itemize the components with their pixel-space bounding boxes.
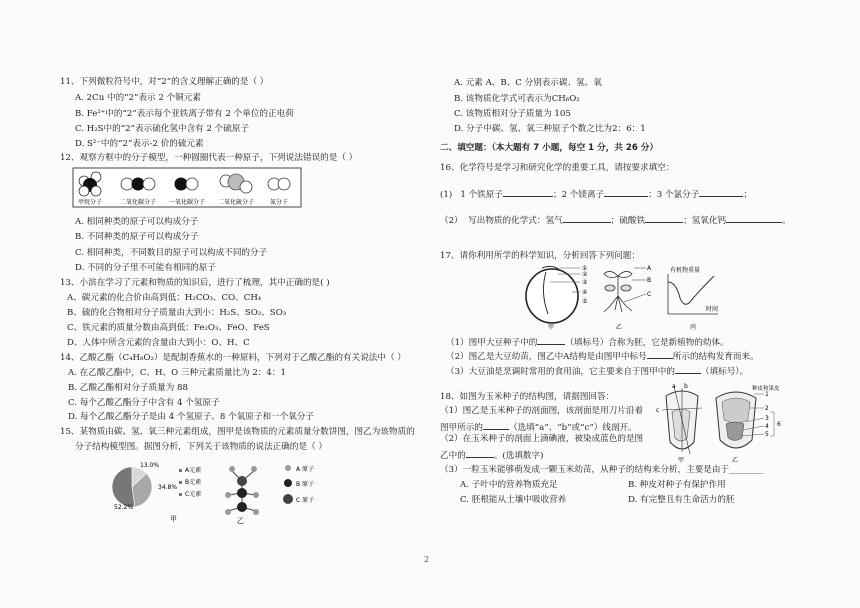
q12-option-b: B. 不同种类的原子可以构成分子 [75,232,199,242]
legend-atom-c-icon [283,494,293,504]
section-fill-in-title: 二、填空题：（本大题有 7 小题，每空 1 分，共 26 分） [440,143,659,153]
caption-jia: 甲 [170,515,177,523]
answer-blank[interactable] [675,364,701,374]
page-number: 2 [424,555,430,564]
q14-option-c: C. 每个乙酸乙酯分子中含有 4 个氢原子 [68,398,220,408]
q13-option-a: A、碳元素的化合价由高到低：H₂CO₃、CO、CH₄ [67,293,262,303]
answer-blank[interactable] [563,213,611,223]
seedling-label-b: B [647,277,652,284]
carbon-dioxide-molecule-icon [121,178,155,191]
q16-part2-label: （2） [440,216,463,226]
legend-atom-a-icon [285,465,291,471]
legend-b: B元素 [185,479,202,486]
pie-label-13: 13.0% [140,462,160,469]
legend-marker-a [179,469,182,472]
seedling-label-c: C [647,291,652,298]
q18-caption-yi: 乙 [732,457,739,464]
q15-stem: 15、某物质由碳、氢、氧三种元素组成，图甲是该物质的元素质量分数饼图，图乙为该物质的 [60,427,415,437]
legend-atom-b-icon [284,479,292,487]
q18-caption-jia: 甲 [678,457,685,464]
q17-q3-suffix: （填标号）。 [700,367,749,377]
pie-label-52: 52.2% [114,504,134,511]
pie-label-34: 34.8% [158,484,178,491]
answer-blank[interactable] [604,187,648,197]
q17-q1-suffix: （填标号）合称为胚，它是新植物的幼体。 [565,338,729,348]
section-label-2: 2 [765,405,769,412]
answer-blank[interactable] [466,448,494,458]
q16-prompt-hydrogen: 写出物质的化学式：氢气 [468,216,563,226]
element-mass-pie-chart [112,467,152,507]
model-label-co: 一氧化碳分子 [168,199,206,206]
q15-figure [100,457,340,525]
atom-legend-c: C 原子 [296,497,315,504]
soybean-seed-diagram-icon [526,266,580,323]
atom-b-icon [237,488,247,498]
seed-label-4: ④ [582,289,588,296]
q18-q2-prompt: 乙中的 [440,451,466,461]
model-label-n2: 氮分子 [269,199,289,206]
q18-q1-prompt: 图甲所示的 [440,423,483,433]
corn-line-a: a [672,383,676,390]
section-label-1: 1 [765,391,769,398]
q16-line1 [440,187,752,201]
q17-stem: 17、请你利用所学的科学知识，分析回答下列问题： [440,251,640,261]
q16-separator: ； [743,190,752,200]
atom-c-icon [237,476,247,486]
q18-line4 [440,448,543,462]
q13-option-c: C、铁元素的质量分数由高到低：Fe₂O₃、FeO、FeS [67,323,270,333]
q18-line5: （3）一粒玉米能够萌发成一颗玉米幼苗，从种子的结构来分析，主要是由于________ [440,465,764,475]
q18-option-b: B. 种皮对种子有保护作用 [628,480,726,490]
seed-label-5: ⑤ [582,298,588,305]
section-label-4: 4 [765,423,769,430]
graph-x-label: 时间 [706,306,719,313]
q15-stem-line2: 分子结构模型图。据图分析，下列关于该物质的说法正确的是（ ） [75,442,327,452]
atom-a-icon [225,509,231,515]
graph-title: 有机物重量 [670,267,701,274]
q15-option-b: B. 该物质化学式可表示为CH₆O₂ [454,94,580,104]
atom-legend-a: A 原子 [296,466,315,473]
answer-blank[interactable] [645,213,683,223]
section-label-3: 3 [765,415,769,422]
answer-blank[interactable] [503,187,553,197]
q18-option-c: C. 胚根能从土壤中吸收营养 [460,495,567,505]
seed-label-1: ① [582,265,588,272]
atom-a-icon [251,466,257,472]
q17-q3-prompt: （3）大豆油是烹调时常用的食用油，它主要来自于图甲中的 [446,367,675,377]
q11-option-a: A. 2Cu 中的“2”表示 2 个铜元素 [75,93,201,103]
q18-option-d: D. 有完整且有生命活力的胚 [628,495,735,505]
legend-c: C元素 [185,491,202,498]
atom-a-icon [225,492,231,498]
answer-blank[interactable] [537,335,565,345]
q11-option-c: C. H₂S中的“2”表示硫化氢中含有 2 个硫原子 [75,124,250,134]
q14-stem: 14、乙酸乙酯（C₄H₈O₂）是配制香蕉水的一种原料，下列对于乙酸乙酯的有关说法中（ ） [60,353,406,363]
seed-label-3: ③ [582,279,588,286]
answer-blank[interactable] [726,213,782,223]
seed-label-2: ② [582,271,588,278]
q18-q2-suffix: 。(选填数字) [493,451,544,461]
q12-option-d: D. 不同的分子里不可能有相同的原子 [75,263,216,273]
q13-option-d: D、人体中所含元素的含量由大到小：O、H、C [67,338,250,348]
legend-a: A元素 [185,467,202,474]
q12-stem: 12、观察方框中的分子模型，一种圆圈代表一种原子，下列说法错误的是（ ） [60,153,358,163]
q14-option-d: D. 每个乙酸乙酯分子是由 4 个氢原子、8 个氧原子和一个氧分子 [68,412,315,422]
q16-prompt-chlorine-molecule: ；3 个氯分子 [648,190,700,200]
q17-q2-suffix: 所示的结构发育而来。 [672,352,759,362]
q16-prompt-iron-atom: 1 个铁原子 [460,190,503,200]
q11-option-d: D. S²⁻中的“2”表示-2 价的硫元素 [75,139,204,149]
seedling-label-a: A [647,265,652,272]
q17-line1 [446,335,729,349]
q18-stem: 18、如图为玉米种子的结构图，请据图回答： [440,392,615,402]
q17-q2-prompt: （2）图乙是大豆幼苗，图乙中A结构是由图甲中标号 [446,352,647,362]
q13-option-b: B、硫的化合物相对分子质量由大到小：H₂S、SO₂、SO₃ [67,308,287,318]
q16-prompt-magnesium-ion: ；2 个镁离子 [552,190,605,200]
q17-q1-prompt: （1）图甲大豆种子中的 [446,338,538,348]
q17-caption-yi: 乙 [616,324,623,330]
q11-option-b: B. Fe²⁺中的“2”表示每个亚铁离子带有 2 个单位的正电荷 [75,109,294,119]
atom-b-icon [237,502,247,512]
molecule-model-figure [72,167,302,208]
q18-line3: （2）在玉米种子的剖面上滴碘液，被染成蓝色的是图 [440,434,644,444]
q15-option-c: C. 该物质相对分子质量为 105 [454,109,571,119]
q15-option-d: D. 分子中碳、氢、氧三种原子个数之比为2：6：1 [454,124,646,134]
q15-option-a: A. 元素 A、B、C 分别表示碳、氢、氧 [454,78,602,88]
answer-blank[interactable] [647,349,673,359]
label-seed-coat: 种皮和果皮 [752,386,780,392]
atom-a-icon [253,492,259,498]
q17-line2 [446,349,759,363]
q17-figure [510,262,735,330]
atom-a-icon [229,466,235,472]
caption-yi: 乙 [237,517,244,525]
section-label-5: 5 [765,431,769,438]
q18-option-a: A. 子叶中的营养物质充足 [460,480,558,490]
corn-line-c: c [656,407,660,414]
model-label-so2: 二氧化硫分子 [217,199,255,206]
q17-line3 [446,364,748,378]
answer-blank[interactable] [699,187,743,197]
q18-q1-suffix: （选填“a”、“b”或“c”）线剖开。 [508,423,637,433]
q17-caption-bing: 丙 [690,324,697,330]
q18-line2 [440,420,637,434]
legend-marker-b [179,481,182,484]
soybean-seedling-diagram-icon [604,268,646,312]
q12-option-c: C. 相同种类，不同数目的原子可以构成不同的分子 [75,248,268,258]
atom-legend-b: B 原子 [296,481,315,488]
section-label-6: 6 [777,421,781,428]
q14-option-b: B. 乙酸乙酯相对分子质量为 88 [68,383,188,393]
model-label-co2: 二氧化碳分子 [119,199,157,206]
q12-option-a: A. 相同种类的原子可以构成分子 [75,217,199,227]
model-label-methane: 甲烷分子 [77,199,103,206]
q16-stem: 16、化学符号是学习和研究化学的重要工具，请按要求填空： [440,163,675,173]
q16-prompt-calcium-hydroxide: ；氢氧化钙 [683,216,727,226]
q18-line1: （1）图乙是玉米种子的剖面图，该剖面是用刀片沿着 [440,406,644,416]
q18-figure [650,382,790,464]
corn-line-b: b [684,383,688,390]
legend-marker-c [179,493,182,496]
q16-period: 。 [782,216,791,226]
answer-blank[interactable] [483,420,509,430]
pie-slice [112,467,135,507]
q16-prompt-iron-sulfate: ；硫酸铁 [610,216,646,226]
q16-part1-label: (1) [440,190,453,200]
atom-a-icon [253,509,259,515]
q11-stem: 11、下列微粒符号中，对“2”的含义理解正确的是（ ） [60,77,269,87]
q14-option-a: A. 在乙酸乙酯中，C、H、O 三种元素质量比为 2：4：1 [68,368,286,378]
corn-kernel-exterior-icon [662,386,702,454]
q13-stem: 13、小滨在学习了元素和物质的知识后，进行了梳理，其中正确的是( ) [60,278,330,288]
q16-line2 [440,213,791,227]
q17-caption-jia: 甲 [548,324,555,330]
